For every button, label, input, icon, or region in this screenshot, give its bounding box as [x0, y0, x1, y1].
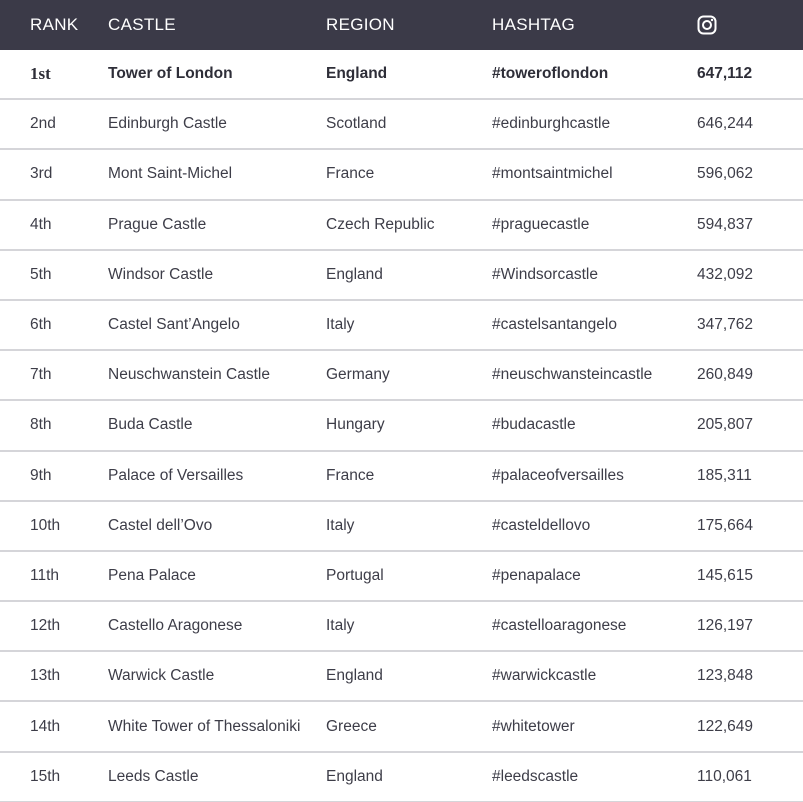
hashtag-cell: #praguecastle	[492, 215, 590, 233]
hashtag-cell: #montsaintmichel	[492, 165, 613, 183]
rank-cell: 1st	[30, 64, 51, 84]
region-cell: England	[326, 667, 383, 685]
castle-cell: Mont Saint-Michel	[108, 165, 233, 183]
region-cell: Germany	[326, 366, 390, 384]
table-row	[0, 150, 803, 200]
castle-cell: Buda Castle	[108, 416, 193, 434]
table-row	[0, 452, 803, 502]
hashtag-cell: #budacastle	[492, 416, 576, 434]
castle-cell: Neuschwanstein Castle	[108, 366, 270, 384]
rank-cell: 15th	[30, 767, 61, 785]
count-cell: 175,664	[697, 516, 754, 534]
header-castle: CASTLE	[108, 15, 176, 34]
table-row	[0, 100, 803, 150]
castle-cell: Pena Palace	[108, 566, 196, 584]
table-row	[0, 201, 803, 251]
region-cell: Italy	[326, 516, 355, 534]
rank-cell: 11th	[30, 566, 60, 584]
hashtag-cell: #casteldellovo	[492, 516, 591, 534]
rank-cell: 12th	[30, 617, 61, 635]
table-row	[0, 652, 803, 702]
hashtag-cell: #castelloaragonese	[492, 617, 627, 635]
rank-cell: 14th	[30, 717, 61, 735]
table-row	[0, 602, 803, 652]
header-rank: RANK	[30, 15, 79, 34]
castle-cell: Castel dell’Ovo	[108, 516, 213, 534]
table-row	[0, 50, 803, 100]
rank-cell: 2nd	[30, 115, 56, 133]
table-row	[0, 401, 803, 451]
hashtag-cell: #penapalace	[492, 566, 581, 584]
count-cell: 646,244	[697, 115, 754, 133]
hashtag-cell: #neuschwansteincastle	[492, 366, 653, 384]
hashtag-cell: #whitetower	[492, 717, 575, 735]
rank-cell: 3rd	[30, 165, 53, 183]
count-cell: 594,837	[697, 215, 754, 233]
header-region: REGION	[326, 15, 395, 34]
castle-cell: Warwick Castle	[108, 667, 215, 685]
rank-cell: 4th	[30, 215, 52, 233]
count-cell: 432,092	[697, 265, 754, 283]
castle-cell: Castello Aragonese	[108, 617, 243, 635]
count-cell: 145,615	[697, 566, 754, 584]
table-body	[0, 50, 803, 802]
hashtag-cell: #toweroflondon	[492, 65, 609, 83]
rank-cell: 7th	[30, 366, 52, 384]
table-row	[0, 502, 803, 552]
region-cell: Greece	[326, 717, 377, 735]
region-cell: England	[326, 767, 383, 785]
count-cell: 347,762	[697, 316, 754, 334]
table-row	[0, 251, 803, 301]
hashtag-cell: #warwickcastle	[492, 667, 597, 685]
rank-cell: 10th	[30, 516, 61, 534]
castle-cell: Prague Castle	[108, 215, 207, 233]
castle-cell: Castel Sant’Angelo	[108, 316, 240, 334]
hashtag-cell: #Windsorcastle	[492, 265, 598, 283]
castle-cell: Palace of Versailles	[108, 466, 244, 484]
rank-cell: 8th	[30, 416, 52, 434]
region-cell: France	[326, 466, 375, 484]
region-cell: England	[326, 265, 383, 283]
count-cell: 260,849	[697, 366, 754, 384]
region-cell: Italy	[326, 316, 355, 334]
table-row	[0, 351, 803, 401]
table-row	[0, 301, 803, 351]
rank-cell: 9th	[30, 466, 52, 484]
count-cell: 110,061	[697, 767, 752, 785]
count-cell: 647,112	[697, 65, 753, 83]
rank-cell: 13th	[30, 667, 61, 685]
hashtag-cell: #edinburghcastle	[492, 115, 611, 133]
count-cell: 596,062	[697, 165, 754, 183]
rank-cell: 5th	[30, 265, 52, 283]
table-row	[0, 702, 803, 752]
hashtag-cell: #palaceofversailles	[492, 466, 624, 484]
region-cell: England	[326, 65, 388, 83]
count-cell: 185,311	[697, 466, 752, 484]
count-cell: 205,807	[697, 416, 754, 434]
region-cell: Portugal	[326, 566, 384, 584]
region-cell: Hungary	[326, 416, 385, 434]
hashtag-cell: #leedscastle	[492, 767, 579, 785]
table-header	[0, 0, 803, 50]
header-hashtag: HASHTAG	[492, 15, 576, 34]
region-cell: France	[326, 165, 375, 183]
rank-cell: 6th	[30, 316, 52, 334]
table-row	[0, 552, 803, 602]
region-cell: Czech Republic	[326, 215, 435, 233]
castle-cell: Edinburgh Castle	[108, 115, 227, 133]
castle-cell: Windsor Castle	[108, 265, 214, 283]
hashtag-cell: #castelsantangelo	[492, 316, 617, 334]
count-cell: 126,197	[697, 617, 754, 635]
region-cell: Scotland	[326, 115, 387, 133]
count-cell: 123,848	[697, 667, 754, 685]
region-cell: Italy	[326, 617, 355, 635]
instagram-icon	[697, 15, 717, 35]
castle-cell: Leeds Castle	[108, 767, 199, 785]
table-row	[0, 753, 803, 802]
count-cell: 122,649	[697, 717, 754, 735]
castle-cell: Tower of London	[108, 65, 233, 83]
castle-cell: White Tower of Thessaloniki	[108, 717, 301, 735]
